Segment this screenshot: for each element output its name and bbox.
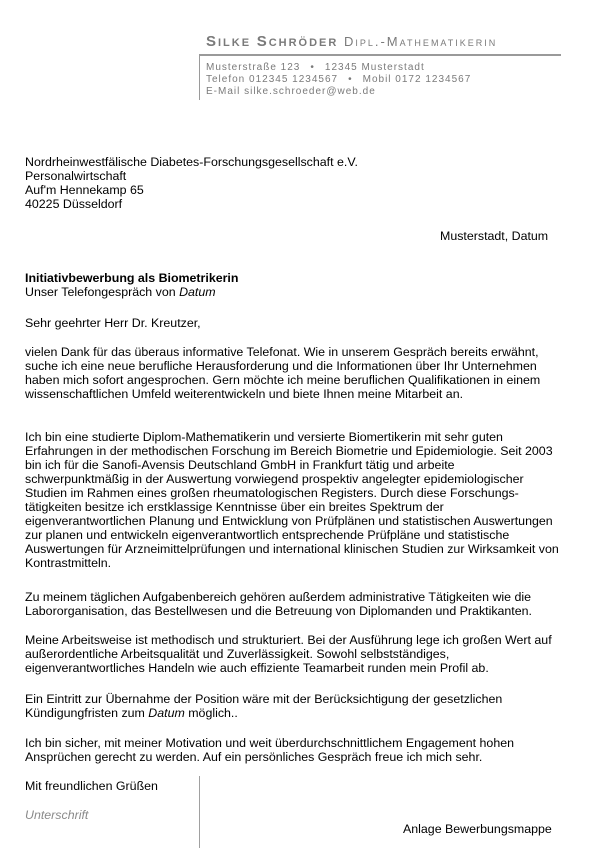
last-name: Schröder bbox=[256, 33, 339, 50]
recipient-line: Nordrheinwestfälische Diabetes-Forschungsgesellschaft e.V. bbox=[25, 155, 358, 169]
separator: • bbox=[348, 74, 353, 85]
letterhead-address bbox=[206, 62, 425, 73]
phone: Telefon 012345 1234567 bbox=[206, 74, 339, 85]
start-date-placeholder: Datum bbox=[148, 706, 185, 720]
enclosure-note: Anlage Bewerbungsmappe bbox=[403, 822, 552, 836]
body-paragraph-3: Zu meinem täglichen Aufgabenbereich gehören außerdem administrative Tätigkeiten wie die Labororganisation, das Bestellwesen und die Betreuung von Diplomanden und Praktikanten. bbox=[25, 590, 532, 618]
closing: Mit freundlichen Grüßen bbox=[25, 779, 158, 793]
paragraph-5-suffix: möglich.. bbox=[184, 706, 238, 720]
subject-block bbox=[25, 271, 238, 299]
mobile: Mobil 0172 1234567 bbox=[362, 74, 472, 85]
place-date: Musterstadt, Datum bbox=[440, 229, 549, 243]
signature-placeholder: Unterschrift bbox=[25, 808, 89, 822]
street: Musterstraße 123 bbox=[206, 62, 301, 73]
letterhead-phones bbox=[206, 74, 471, 85]
subject-title: Initiativbewerbung als Biometrikerin bbox=[25, 271, 239, 285]
letterhead-name bbox=[206, 33, 497, 50]
letterhead-rule bbox=[199, 54, 561, 56]
salutation: Sehr geehrter Herr Dr. Kreutzer, bbox=[25, 316, 201, 330]
recipient-line: 40225 Düsseldorf bbox=[25, 197, 123, 211]
letterhead-vertical-rule bbox=[199, 54, 200, 100]
recipient-line: Auf'm Hennekamp 65 bbox=[25, 183, 144, 197]
body-paragraph-4: Meine Arbeitsweise ist methodisch und strukturiert. Bei der Ausführung lege ich großen Wert auf außerordentliche Arbeitsqualität und Zuverlässigkeit. Sowohl selbstständiges, eigenverantwortliches Handeln wie auch effiziente Teamarbeit runden mein Profil ab. bbox=[25, 633, 552, 675]
first-name: Silke bbox=[206, 33, 252, 50]
body-paragraph-1: vielen Dank für das überaus informative Telefonat. Wie in unserem Gespräch bereits erwähnt, suche ich eine neue berufliche Herausforderung und die Informationen über Ihr Unternehmen haben mich sofort angesprochen. Gern möchte ich meine beruflichen Qualifikationen in einem wissenschaftlichen Umfeld weiterentwickeln und biete Ihnen meine Mitarbeit an. bbox=[25, 345, 541, 401]
subject-reference bbox=[25, 285, 238, 299]
city: 12345 Musterstadt bbox=[324, 62, 425, 73]
body-paragraph-6: Ich bin sicher, mit meiner Motivation und weit überdurchschnittlichem Engagement hohen Ansprüchen gerecht zu werden. Auf ein persönliches Gespräch freue ich mich sehr. bbox=[25, 736, 515, 764]
body-paragraph-2: Ich bin eine studierte Diplom-Mathematikerin und versierte Biomertikerin mit sehr guten Erfahrungen in der methodischen Forschung im Bereich Biometrie und Epidemiologie. Seit 2003 bin ich für die Sanofi-Avensis Deutschland GmbH in Frankfurt tätig und arbeite schwerpunktmäßig in der Auswertung vorwiegend prospektiv angelegter epidemiologischer Studien im Rahmen eines großen rheumatologischen Registers. Durch diese Forschungs-tätigkeiten besitze ich erstklassige Kenntnisse über ein breites Spektrum der eigenverantwortlichen Planung und Entwicklung von Prüfplänen und statistischen Auswertungen zur planen und entwickeln eigenverantwortlich entsprechende Prüfpläne und statistische Auswertungen für Arzneimittelprüfungen und international klinischen Studien zur Wirksamkeit von Kontrastmitteln. bbox=[25, 430, 559, 570]
letterhead-email bbox=[206, 86, 376, 97]
paragraph-5-prefix: Ein Eintritt zur Übernahme der Position wäre mit der Berücksichtigung der gesetzlichen Kündigungfristen zum bbox=[25, 692, 503, 720]
reference-date-placeholder: Datum bbox=[179, 285, 216, 299]
separator: • bbox=[310, 62, 315, 73]
reference-prefix: Unser Telefongespräch von bbox=[25, 285, 180, 299]
email: E-Mail silke.schroeder@web.de bbox=[206, 86, 376, 97]
body-paragraph-5 bbox=[25, 692, 560, 720]
signature-divider bbox=[199, 776, 200, 848]
recipient-line: Personalwirtschaft bbox=[25, 169, 127, 183]
professional-title: Dipl.-Mathematikerin bbox=[343, 34, 498, 49]
recipient-address bbox=[25, 155, 358, 211]
